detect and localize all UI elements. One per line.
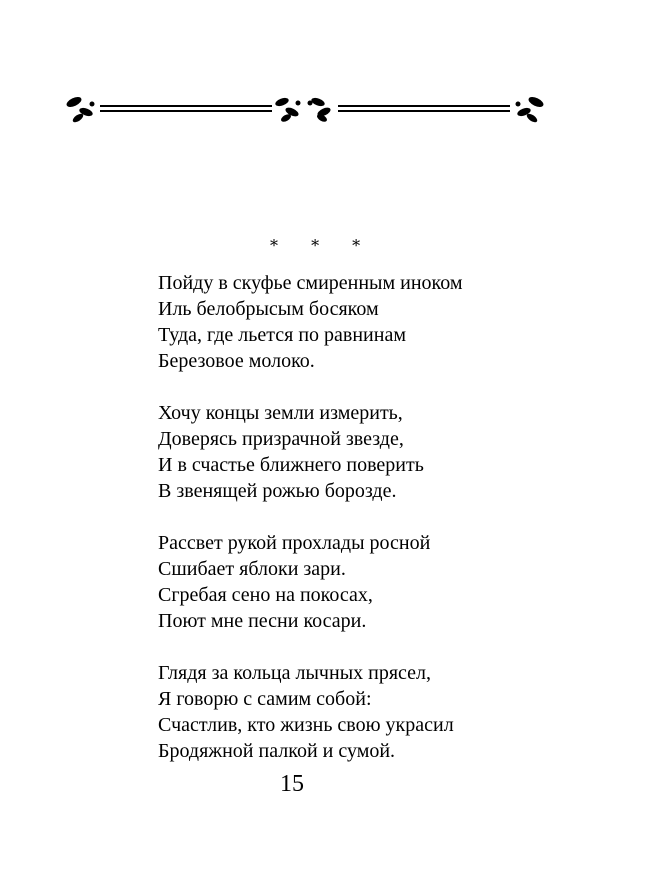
section-marker: * * * [270, 236, 375, 255]
leaf-cluster-center-left-icon [274, 96, 300, 123]
stanza-1 [158, 270, 578, 374]
poem-line: Хочу концы земли измерить, [158, 402, 403, 424]
poem-line: В звенящей рожью борозде. [158, 480, 397, 502]
poem [158, 270, 578, 790]
poem-line: Иль белобрысым босяком [158, 298, 379, 320]
stanza-3 [158, 530, 578, 634]
poem-line: И в счастье ближнего поверить [158, 454, 424, 476]
poem-line: Доверясь призрачной звезде, [158, 428, 404, 450]
poem-line: Сгребая сено на покосах, [158, 584, 373, 606]
poem-line: Березовое молоко. [158, 350, 315, 372]
poem-line: Пойду в скуфье смиренным иноком [158, 272, 463, 294]
poem-line: Глядя за кольца лычных прясел, [158, 662, 432, 684]
stanza-4 [158, 660, 578, 764]
page-number: 15 [280, 771, 304, 797]
leaf-cluster-left-icon [65, 95, 94, 124]
floral-divider-icon [60, 90, 550, 130]
poem-line: Сшибает яблоки зари. [158, 558, 346, 580]
leaf-cluster-right-icon [516, 95, 545, 124]
stanza-2 [158, 400, 578, 504]
leaf-cluster-center-right-icon [308, 96, 332, 123]
poem-line: Я говорю с самим собой: [158, 688, 372, 710]
poem-line: Туда, где льется по равнинам [158, 324, 406, 346]
poem-line: Рассвет рукой прохлады росной [158, 532, 431, 554]
poem-line: Бродяжной палкой и сумой. [158, 740, 396, 762]
divider-rules [100, 106, 510, 111]
poem-line: Счастлив, кто жизнь свою украсил [158, 714, 454, 736]
poem-line: Поют мне песни косари. [158, 610, 367, 632]
